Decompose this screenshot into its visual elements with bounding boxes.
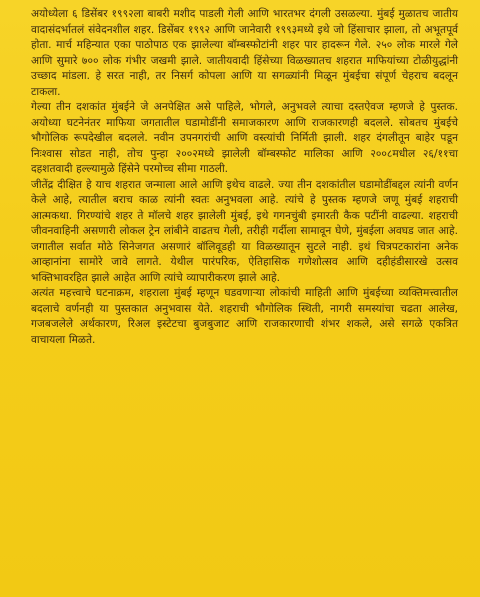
blurb-paragraph-2: गेल्या तीन दशकांत मुंबईने जे अनपेक्षित असे पाहिले, भोगले, अनुभवले त्याचा दस्तऐवज म्हणजे हे पुस्तक. अयोध्या घटनेनंतर माफिया जगतातील घडामोडींनी समाजकारण आणि राजकारणही बदलले. सोबतच मुंबईचे भौगोलिक रूपदेखील बदलले. नवीन उपनगरांची आणि वस्त्यांची निर्मिती झाली. शहर दंगलीतून बाहेर पडून निःश्वास सोडत नाही, तोच पुन्हा २००२मध्ये झालेली बॉम्बस्फोट मालिका आणि २००८मधील २६/११चा दहशतवादी हल्ल्यामुळे हिंसेने परमोच्च सीमा गाठली. bbox=[31, 101, 458, 175]
blurb-paragraph-3: जीतेंद्र दीक्षित हे याच शहरात जन्माला आले आणि इथेच वाढले. ज्या तीन दशकांतील घडामोडींबद्दल त्यांनी वर्णन केले आहे, त्यातील बराच काळ त्यांनी स्वतः अनुभवला आहे. त्यांचे हे पुस्तक म्हणजे जणू मुंबई शहराची आत्मकथा. गिरण्यांचे शहर ते मॉलचे शहर झालेली मुंबई, इथे गगनचुंबी इमारती कैक पटींनी वाढल्या. शहराची जीवनवाहिनी असणारी लोकल ट्रेन लांबीने वाढतच गेली, तरीही गर्दीला सामावून घेणे, मुंबईला अवघड जात आहे. जगातील सर्वात मोठे सिनेजगत असणारं बॉलिवूडही या विळख्यातून सुटले नाही. इथं चित्रपटकारांना अनेक आव्हानांना सामोरे जावे लागते. येथील पारंपरिक, ऐतिहासिक गणेशोत्सव आणि दहीहंडीसारखे उत्सव भक्तिभावरहित झाले आहेत आणि त्यांचे व्यापारीकरण झाले आहे. bbox=[31, 178, 458, 284]
blurb-paragraph-4: अत्यंत महत्त्वाचे घटनाक्रम, शहराला मुंबई म्हणून घडवणाऱ्या लोकांची माहिती आणि मुंबईच्या व्यक्तिमत्त्वातील बदलाचे वर्णनही या पुस्तकात अनुभवास येते. शहराची भौगोलिक स्थिती, नागरी समस्यांचा चढता आलेख, गजबजलेले अर्थकारण, रिअल इस्टेटचा बुजबुजाट आणि राजकारणाची शंभर शकले, असे सगळे एकत्रित वाचायला मिळते. bbox=[31, 287, 458, 346]
blurb-paragraph-1: अयोध्येला ६ डिसेंबर १९९२ला बाबरी मशीद पाडली गेली आणि भारतभर दंगली उसळल्या. मुंबई मुळातच जातीय वादासंदर्भातलं संवेदनशील शहर. डिसेंबर १९९२ आणि जानेवारी १९९३मध्ये इथे जो हिंसाचार झाला, तो अभूतपूर्व होता. मार्च महिन्यात एका पाठोपाठ एक झालेल्या बॉम्बस्फोटांनी शहर पार हादरून गेले. २५० लोक मारले गेले आणि सुमारे ७०० लोक गंभीर जखमी झाले. जातीयवादी हिंसेच्या विळख्यातच शहरात माफियांच्या टोळीयुद्धांनी उच्छाद मांडला. हे सरत नाही, तर निसर्ग कोपला आणि या सगळ्यांनी मिळून मुंबईचा संपूर्ण चेहराच बदलून टाकला. bbox=[31, 8, 458, 98]
